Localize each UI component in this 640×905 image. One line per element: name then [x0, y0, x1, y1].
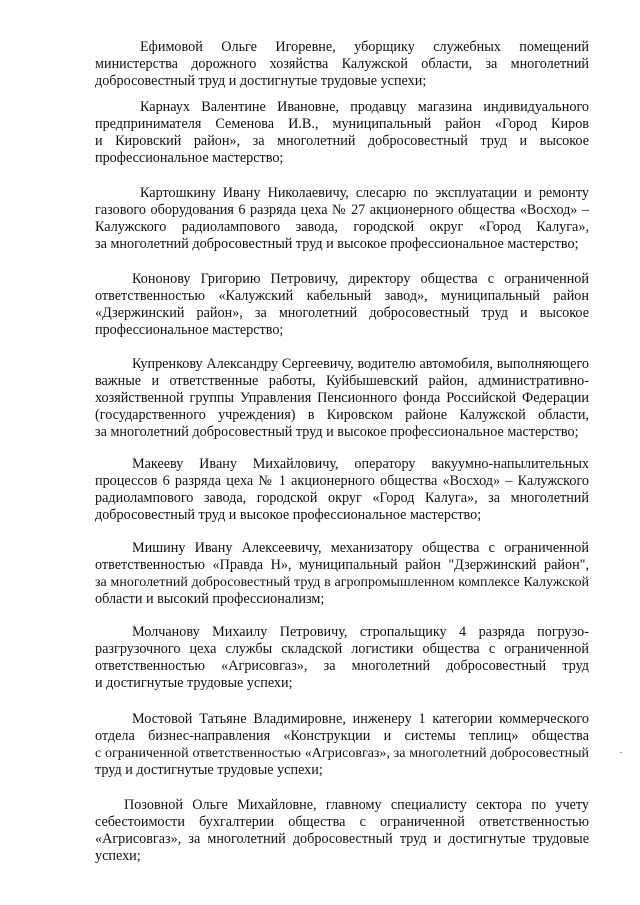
- text-line: с ограниченной ответственностью «Агрисовгаз», за многолетний добросовестный: [95, 746, 589, 762]
- award-paragraph-pozovnaya: [95, 797, 589, 865]
- text-line: за многолетний добросовестный труд и высокое профессиональное мастерство;: [95, 424, 579, 441]
- award-paragraph-molchanov: [95, 624, 589, 692]
- text-line: труд и достигнутые трудовые успехи;: [95, 762, 323, 779]
- award-paragraph-mostovaya: [95, 711, 589, 779]
- text-line: Картошкину Ивану Николаевичу, слесарю по эксплуатации и ремонту: [140, 185, 589, 201]
- text-line: важные и ответственные работы, Куйбышевский район, административно-: [95, 373, 589, 390]
- scan-speck: [620, 752, 622, 753]
- text-line: Ефимовой Ольге Игоревне, уборщику служебных помещений: [140, 39, 589, 55]
- award-paragraph-kononov: [95, 271, 589, 339]
- award-paragraph-karnaukh: [95, 99, 589, 167]
- text-line: профессиональное мастерство;: [95, 150, 284, 167]
- text-line: и достигнутые трудовые успехи;: [95, 675, 293, 692]
- text-line: за многолетний добросовестный труд в агропромышленном комплексе Калужской: [95, 575, 589, 591]
- award-paragraph-mishin: [95, 540, 589, 608]
- text-line: (государственного учреждения) в Кировском районе Калужской области,: [95, 407, 589, 424]
- text-line: «Дзержинский район», за многолетний добросовестный труд и высокое: [95, 305, 589, 322]
- text-line: предпринимателя Семенова И.В., муниципальный район «Город Киров: [95, 116, 589, 133]
- text-line: Купренкову Александру Сергеевичу, водителю автомобиля, выполняющего: [132, 356, 589, 372]
- award-paragraph-efimova: [95, 39, 589, 90]
- text-line: хозяйственной группы Управления Пенсионного фонда Российской Федерации: [95, 390, 589, 407]
- text-line: добросовестный труд и высокое профессиональное мастерство;: [95, 507, 482, 524]
- text-line: разгрузочного цеха службы складской логистики общества с ограниченной: [95, 641, 589, 658]
- text-line: «Агрисовгаз», за многолетний добросовестный труд и достигнутые трудовые: [95, 831, 589, 848]
- text-line: добросовестный труд и достигнутые трудовые успехи;: [95, 73, 427, 90]
- text-line: отдела бизнес-направления «Конструкции и системы теплиц» общества: [95, 728, 589, 745]
- text-line: ответственностью «Правда Н», муниципальный район "Дзержинский район",: [95, 557, 589, 574]
- text-line: Калужского радиолампового завода, городской округ «Город Калуга»,: [95, 219, 589, 236]
- text-line: Карнаух Валентине Ивановне, продавцу магазина индивидуального: [140, 99, 589, 115]
- text-line: области и высокий профессионализм;: [95, 591, 325, 608]
- text-line: за многолетний добросовестный труд и высокое профессиональное мастерство;: [95, 236, 579, 253]
- award-paragraph-kuprenkov: [95, 356, 589, 441]
- text-line: Макееву Ивану Михайловичу, оператору вакуумно-напылительных: [132, 456, 589, 472]
- award-paragraph-kartoshkin: [95, 185, 589, 253]
- text-line: себестоимости бухгалтерии общества с ограниченной ответственностью: [95, 814, 589, 831]
- text-line: министерства дорожного хозяйства Калужской области, за многолетний: [95, 56, 589, 73]
- text-line: ответственностью «Агрисовгаз», за многолетний добросовестный труд: [95, 658, 589, 675]
- text-line: и Кировский район», за многолетний добросовестный труд и высокое: [95, 133, 589, 150]
- text-line: радиолампового завода, городской округ «Город Калуга», за многолетний: [95, 490, 589, 507]
- text-line: Мишину Ивану Алексеевичу, механизатору общества с ограниченной: [132, 540, 589, 556]
- text-line: профессиональное мастерство;: [95, 322, 284, 339]
- text-line: успехи;: [95, 848, 141, 865]
- text-line: Позовной Ольге Михайловне, главному специалисту сектора по учету: [124, 797, 589, 813]
- text-line: ответственностью «Калужский кабельный завод», муниципальный район: [95, 288, 589, 305]
- text-line: Мостовой Татьяне Владимировне, инженеру 1 категории коммерческого: [132, 711, 589, 727]
- text-line: процессов 6 разряда цеха № 1 акционерного общества «Восход» – Калужского: [95, 473, 589, 490]
- award-paragraph-makeev: [95, 456, 589, 524]
- text-line: Молчанову Михаилу Петровичу, стропальщику 4 разряда погрузо-: [132, 624, 589, 640]
- text-line: Кононову Григорию Петровичу, директору общества с ограниченной: [132, 271, 589, 287]
- text-line: газового оборудования 6 разряда цеха № 27 акционерного общества «Восход» –: [95, 202, 589, 219]
